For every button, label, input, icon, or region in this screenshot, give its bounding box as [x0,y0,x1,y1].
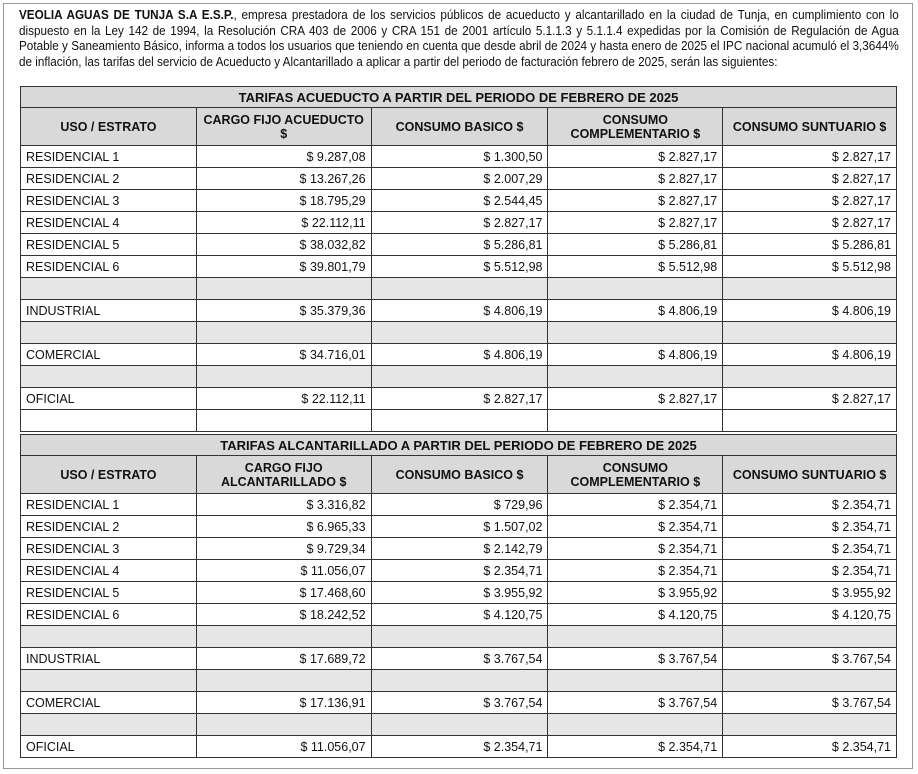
tariff-value-cell: $ 2.827,17 [723,146,897,168]
spacer-row [21,278,897,300]
spacer-row [21,410,897,432]
column-header-row [21,108,897,146]
spacer-row [21,626,897,648]
empty-cell [196,714,371,736]
table-row [21,494,897,516]
tariff-value-cell: $ 4.806,19 [548,344,723,366]
empty-cell [371,278,548,300]
tariff-value-cell: $ 3.955,92 [371,582,548,604]
tariff-value-cell: $ 9.287,08 [196,146,371,168]
tariff-value-cell: $ 5.286,81 [548,234,723,256]
column-header: CARGO FIJO ACUEDUCTO $ [196,108,371,146]
tariff-value-cell: $ 5.286,81 [723,234,897,256]
tariff-value-cell: $ 2.354,71 [548,736,723,758]
tariff-value-cell: $ 4.806,19 [371,344,548,366]
empty-cell [21,626,197,648]
row-label-cell: COMERCIAL [21,692,197,714]
tariff-value-cell: $ 3.316,82 [196,494,371,516]
tariff-value-cell: $ 4.120,75 [371,604,548,626]
empty-cell [21,410,197,432]
tariff-value-cell: $ 39.801,79 [196,256,371,278]
tariff-value-cell: $ 2.827,17 [371,212,548,234]
alcantarillado-tariff-table [20,434,897,758]
row-label-cell: INDUSTRIAL [21,648,197,670]
row-label-cell: RESIDENCIAL 4 [21,560,197,582]
tariff-value-cell: $ 9.729,34 [196,538,371,560]
tariff-value-cell: $ 2.354,71 [723,736,897,758]
tariff-value-cell: $ 2.544,45 [371,190,548,212]
tariff-value-cell: $ 18.795,29 [196,190,371,212]
column-header: CONSUMO BASICO $ [371,108,548,146]
column-header: USO / ESTRATO [21,456,197,494]
company-name: VEOLIA AGUAS DE TUNJA S.A E.S.P. [19,8,234,22]
row-label-cell: RESIDENCIAL 1 [21,146,197,168]
tariff-value-cell: $ 729,96 [371,494,548,516]
tariff-value-cell: $ 5.512,98 [548,256,723,278]
empty-cell [723,714,897,736]
tariff-value-cell: $ 2.827,17 [723,168,897,190]
tariff-value-cell: $ 4.806,19 [723,344,897,366]
tariff-value-cell: $ 35.379,36 [196,300,371,322]
tariff-value-cell: $ 3.767,54 [723,648,897,670]
tariff-value-cell: $ 3.767,54 [371,692,548,714]
tariff-value-cell: $ 2.827,17 [723,388,897,410]
tariff-value-cell: $ 22.112,11 [196,388,371,410]
empty-cell [548,714,723,736]
column-header: CONSUMO COMPLEMENTARIO $ [548,108,723,146]
table-title-row [21,87,897,108]
column-header: CONSUMO BASICO $ [371,456,548,494]
tariff-value-cell: $ 18.242,52 [196,604,371,626]
table-row [21,146,897,168]
empty-cell [196,626,371,648]
column-header: CONSUMO SUNTUARIO $ [723,456,897,494]
table-title: TARIFAS ACUEDUCTO A PARTIR DEL PERIODO DE FEBRERO DE 2025 [21,87,897,108]
tariff-value-cell: $ 2.827,17 [723,190,897,212]
row-label-cell: INDUSTRIAL [21,300,197,322]
row-label-cell: RESIDENCIAL 2 [21,516,197,538]
tariff-value-cell: $ 2.827,17 [371,388,548,410]
tariff-value-cell: $ 3.767,54 [723,692,897,714]
table-row [21,234,897,256]
spacer-row [21,366,897,388]
row-label-cell: OFICIAL [21,388,197,410]
tariff-value-cell: $ 5.512,98 [371,256,548,278]
tariff-value-cell: $ 2.827,17 [548,212,723,234]
tariff-value-cell: $ 3.955,92 [723,582,897,604]
tariff-value-cell: $ 2.354,71 [548,538,723,560]
tariff-value-cell: $ 2.827,17 [723,212,897,234]
empty-cell [548,322,723,344]
row-label-cell: RESIDENCIAL 3 [21,538,197,560]
table-row [21,388,897,410]
tariff-value-cell: $ 6.965,33 [196,516,371,538]
tariff-value-cell: $ 3.767,54 [548,648,723,670]
tariff-value-cell: $ 4.806,19 [548,300,723,322]
tariff-value-cell: $ 5.512,98 [723,256,897,278]
row-label-cell: RESIDENCIAL 4 [21,212,197,234]
tariff-value-cell: $ 1.300,50 [371,146,548,168]
table-row [21,190,897,212]
tariff-value-cell: $ 17.136,91 [196,692,371,714]
tariff-value-cell: $ 4.120,75 [723,604,897,626]
spacer-row [21,322,897,344]
tariff-value-cell: $ 4.806,19 [723,300,897,322]
tariff-value-cell: $ 11.056,07 [196,560,371,582]
table-row [21,516,897,538]
tariff-value-cell: $ 13.267,26 [196,168,371,190]
empty-cell [548,670,723,692]
tariff-value-cell: $ 2.354,71 [723,560,897,582]
empty-cell [548,626,723,648]
empty-cell [371,366,548,388]
tariff-value-cell: $ 2.354,71 [723,516,897,538]
tariff-value-cell: $ 2.354,71 [548,560,723,582]
table-title: TARIFAS ALCANTARILLADO A PARTIR DEL PERIODO DE FEBRERO DE 2025 [21,435,897,456]
tariff-value-cell: $ 3.767,54 [371,648,548,670]
empty-cell [723,670,897,692]
intro-text: , empresa prestadora de los servicios públicos de acueducto y alcantarillado en la ciudad de Tunja, en cumplimiento con lo dispuesto en la Ley 142 de 1994, la Resolución CRA 403 de 2006 y CRA 151 de 2001 artículo 5.1.1.3 y 5.1.1.4 expedidas por la Comisión de Regulación de Agua Potable y Saneamiento Básico, informa a todos los usuarios que teniendo en cuenta que desde abril de 2024 y hasta enero de 2025 el IPC nacional acumuló el 3,3644% de inflación, las tarifas del servicio de Acueducto y Alcantarillado a aplicar a partir del periodo de facturación febrero de 2025, serán las siguientes: [19,8,899,69]
empty-cell [196,278,371,300]
empty-cell [21,278,197,300]
empty-cell [371,410,548,432]
table-row [21,212,897,234]
tariff-value-cell: $ 2.827,17 [548,388,723,410]
empty-cell [21,322,197,344]
empty-cell [196,410,371,432]
empty-cell [371,670,548,692]
tariff-value-cell: $ 2.827,17 [548,168,723,190]
tariff-value-cell: $ 5.286,81 [371,234,548,256]
table-row [21,168,897,190]
spacer-row [21,714,897,736]
column-header: CONSUMO SUNTUARIO $ [723,108,897,146]
table-row [21,300,897,322]
table-row [21,582,897,604]
empty-cell [723,366,897,388]
empty-cell [548,366,723,388]
tariff-value-cell: $ 2.007,29 [371,168,548,190]
tariff-value-cell: $ 2.827,17 [548,190,723,212]
empty-cell [21,670,197,692]
table-row [21,736,897,758]
row-label-cell: RESIDENCIAL 6 [21,256,197,278]
tariff-value-cell: $ 34.716,01 [196,344,371,366]
column-header: CONSUMO COMPLEMENTARIO $ [548,456,723,494]
table-row [21,604,897,626]
tariff-value-cell: $ 1.507,02 [371,516,548,538]
tariff-value-cell: $ 2.354,71 [371,736,548,758]
row-label-cell: RESIDENCIAL 5 [21,582,197,604]
empty-cell [723,410,897,432]
row-label-cell: RESIDENCIAL 6 [21,604,197,626]
empty-cell [21,366,197,388]
tariff-value-cell: $ 4.806,19 [371,300,548,322]
table-title-row [21,435,897,456]
row-label-cell: RESIDENCIAL 2 [21,168,197,190]
empty-cell [723,322,897,344]
empty-cell [371,626,548,648]
tariff-value-cell: $ 17.468,60 [196,582,371,604]
tariff-value-cell: $ 4.120,75 [548,604,723,626]
empty-cell [196,366,371,388]
tariff-value-cell: $ 2.142,79 [371,538,548,560]
spacer-row [21,670,897,692]
acueducto-tariff-table [20,86,897,432]
column-header: CARGO FIJO ALCANTARILLADO $ [196,456,371,494]
empty-cell [196,670,371,692]
column-header-row [21,456,897,494]
table-row [21,648,897,670]
empty-cell [548,278,723,300]
row-label-cell: RESIDENCIAL 1 [21,494,197,516]
empty-cell [21,714,197,736]
empty-cell [196,322,371,344]
tariff-value-cell: $ 2.354,71 [548,494,723,516]
tariff-value-cell: $ 3.767,54 [548,692,723,714]
tariff-value-cell: $ 2.354,71 [723,538,897,560]
row-label-cell: OFICIAL [21,736,197,758]
empty-cell [723,626,897,648]
empty-cell [371,322,548,344]
table-row [21,256,897,278]
tariff-value-cell: $ 2.827,17 [548,146,723,168]
empty-cell [371,714,548,736]
tariff-value-cell: $ 2.354,71 [723,494,897,516]
empty-cell [723,278,897,300]
row-label-cell: RESIDENCIAL 3 [21,190,197,212]
tariff-value-cell: $ 11.056,07 [196,736,371,758]
table-row [21,692,897,714]
empty-cell [548,410,723,432]
tariff-value-cell: $ 38.032,82 [196,234,371,256]
intro-paragraph [19,8,899,70]
table-row [21,344,897,366]
row-label-cell: COMERCIAL [21,344,197,366]
tariff-value-cell: $ 3.955,92 [548,582,723,604]
column-header: USO / ESTRATO [21,108,197,146]
row-label-cell: RESIDENCIAL 5 [21,234,197,256]
tariff-value-cell: $ 17.689,72 [196,648,371,670]
table-row [21,560,897,582]
table-row [21,538,897,560]
tariff-value-cell: $ 22.112,11 [196,212,371,234]
tariff-value-cell: $ 2.354,71 [371,560,548,582]
tariff-value-cell: $ 2.354,71 [548,516,723,538]
